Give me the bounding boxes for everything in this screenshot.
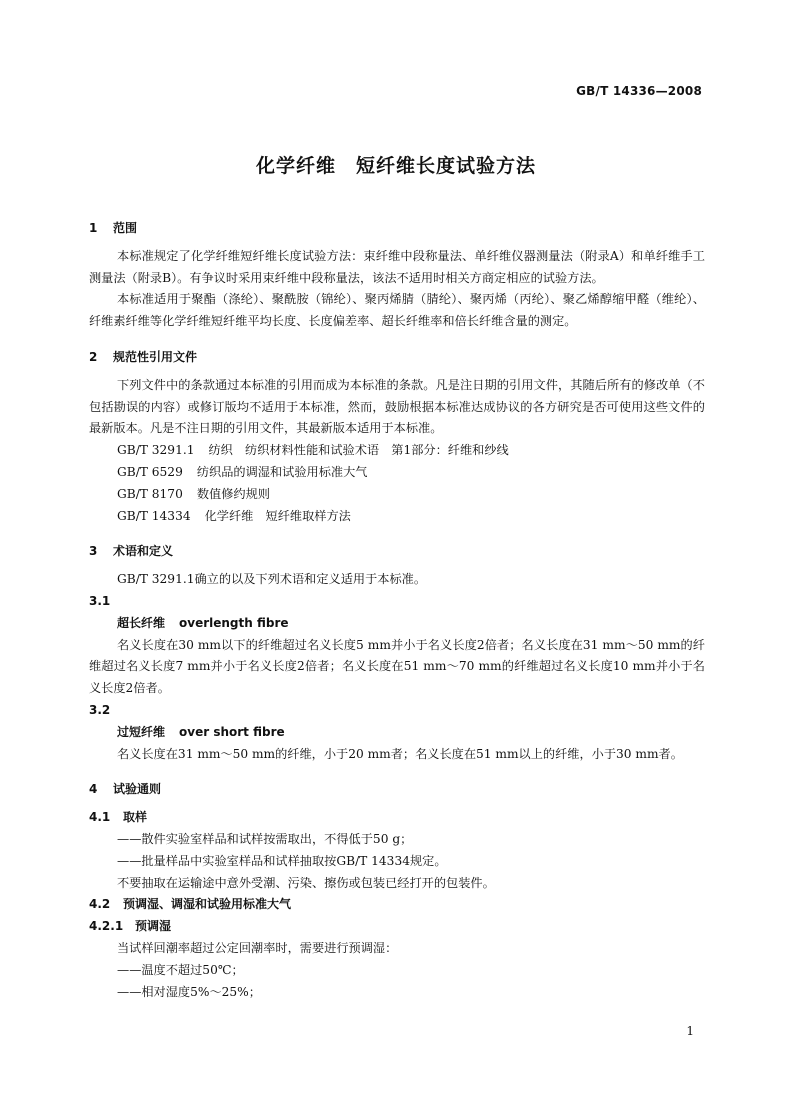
reference-item bbox=[89, 484, 705, 506]
section-number: 3 bbox=[89, 544, 98, 559]
page-number: 1 bbox=[686, 1024, 694, 1038]
subsection-number: 4.1 bbox=[89, 810, 111, 825]
section-number: 4 bbox=[89, 782, 98, 797]
section-title: 规范性引用文件 bbox=[113, 349, 198, 364]
section-number: 2 bbox=[89, 349, 98, 364]
reference-code: GB/T 3291.1 bbox=[117, 443, 195, 458]
subsubsection-heading bbox=[89, 916, 705, 938]
reference-code: GB/T 8170 bbox=[117, 486, 183, 501]
document-body bbox=[89, 210, 705, 1003]
term-number: 3.2 bbox=[89, 702, 111, 717]
reference-title: 化学纤维 短纤维取样方法 bbox=[204, 508, 351, 523]
subsubsection-title: 预调湿 bbox=[135, 919, 172, 934]
reference-title: 纺织 纺织材料性能和试验术语 第1部分：纤维和纱线 bbox=[208, 443, 509, 458]
list-item: ——相对湿度5%～25%； bbox=[117, 984, 261, 999]
term-number: 3.1 bbox=[89, 593, 111, 608]
term-zh: 过短纤维 bbox=[117, 724, 166, 739]
document-title: 化学纤维 短纤维长度试验方法 bbox=[255, 155, 536, 177]
term-heading bbox=[89, 613, 705, 635]
list-item: ——温度不超过50℃； bbox=[117, 962, 244, 977]
section-heading bbox=[89, 218, 705, 240]
section-title: 术语和定义 bbox=[113, 544, 174, 559]
section-title: 试验通则 bbox=[113, 782, 162, 797]
subsection-title: 预调湿、调湿和试验用标准大气 bbox=[123, 897, 292, 912]
term-zh: 超长纤维 bbox=[117, 615, 166, 630]
reference-code: GB/T 14334 bbox=[117, 508, 191, 523]
section-title: 范围 bbox=[113, 221, 138, 235]
reference-code: GB/T 6529 bbox=[117, 464, 183, 479]
subsection-heading bbox=[89, 807, 705, 829]
subsubsection-number: 4.2.1 bbox=[89, 919, 124, 934]
reference-item bbox=[89, 506, 705, 528]
term-en: over short fibre bbox=[179, 724, 285, 739]
reference-item bbox=[89, 462, 705, 484]
paragraph: 当试样回潮率超过公定回潮率时，需要进行预调湿： bbox=[117, 940, 398, 955]
reference-title: 数值修约规则 bbox=[196, 486, 270, 501]
subsection-title: 取样 bbox=[123, 810, 148, 825]
term-definition: 名义长度在30 mm以下的纤维超过名义长度5 mm并小于名义长度2倍者；名义长度在31 mm～50 mm的纤维超过名义长度7 mm并小于名义长度2倍者；名义长度在51 mm～70 mm的纤维超过名义长度10 mm并小于名义长度2倍者。 bbox=[89, 637, 705, 696]
section-number: 1 bbox=[89, 221, 98, 235]
subsection-number: 4.2 bbox=[89, 897, 111, 912]
term-heading bbox=[89, 722, 705, 744]
section-heading bbox=[89, 347, 705, 369]
document-code: GB/T 14336—2008 bbox=[576, 84, 702, 98]
paragraph: 下列文件中的条款通过本标准的引用而成为本标准的条款。凡是注日期的引用文件，其随后所有的修改单（不包括勘误的内容）或修订版均不适用于本标准，然而，鼓励根据本标准达成协议的各方研究是否可使用这些文件的最新版本。凡是不注日期的引用文件，其最新版本适用于本标准。 bbox=[89, 377, 705, 436]
list-item: ——散件实验室样品和试样按需取出，不得低于50 g； bbox=[117, 831, 413, 846]
paragraph: 本标准适用于聚酯（涤纶）、聚酰胺（锦纶）、聚丙烯腈（腈纶）、聚丙烯（丙纶）、聚乙烯醇缩甲醛（维纶）、纤维素纤维等化学纤维短纤维平均长度、长度偏差率、超长纤维率和倍长纤维含量的测定。 bbox=[89, 292, 705, 329]
paragraph: GB/T 3291.1确立的以及下列术语和定义适用于本标准。 bbox=[117, 572, 427, 587]
list-item: ——批量样品中实验室样品和试样抽取按GB/T 14334规定。 bbox=[117, 853, 447, 868]
paragraph: 不要抽取在运输途中意外受潮、污染、擦伤或包装已经打开的包装件。 bbox=[117, 875, 495, 890]
section-heading bbox=[89, 541, 705, 563]
term-definition: 名义长度在31 mm～50 mm的纤维，小于20 mm者；名义长度在51 mm以上的纤维，小于30 mm者。 bbox=[117, 746, 683, 761]
paragraph: 本标准规定了化学纤维短纤维长度试验方法：束纤维中段称量法、单纤维仪器测量法（附录A）和单纤维手工测量法（附录B）。有争议时采用束纤维中段称量法，该法不适用时相关方商定相应的试验方法。 bbox=[89, 248, 705, 285]
subsection-heading bbox=[89, 894, 705, 916]
reference-item bbox=[89, 440, 705, 462]
section-heading bbox=[89, 779, 705, 801]
reference-title: 纺织品的调湿和试验用标准大气 bbox=[196, 464, 368, 479]
term-en: overlength fibre bbox=[179, 615, 289, 630]
